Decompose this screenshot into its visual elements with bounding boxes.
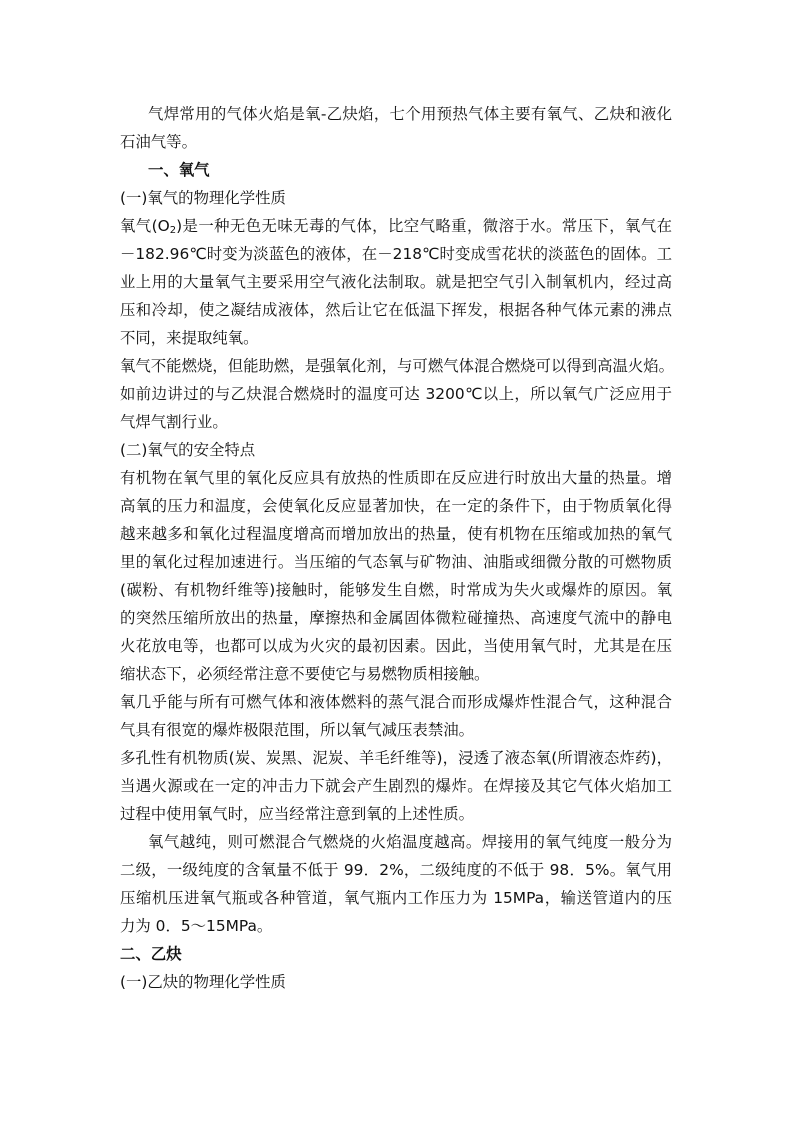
document-page [120,100,675,996]
porous-material-line-3: 过程中使用氧气时，应当经常注意到氧的上述性质。 [120,805,474,823]
oxygen-safety-line-1: 有机物在氧气里的氧化反应具有放热的性质即在反应进行时放出大量的热量。增 [120,469,672,487]
intro-line-1: 气焊常用的气体火焰是氧-乙炔焰，七个用预热气体主要有氧气、乙炔和液化 [148,105,672,123]
oxygen-combustion-line-3: 气焊气割行业。 [120,413,228,431]
oxygen-safety-line-5: (碳粉、有机物纤维等)接触时，能够发生自燃，时常成为失火或爆炸的原因。氧 [120,581,672,599]
oxygen-safety-line-6: 的突然压缩所放出的热量，摩擦热和金属固体微粒碰撞热、高速度气流中的静电 [120,609,672,627]
oxygen-properties-line-1 [120,212,672,240]
subsection-title-oxygen-properties: (一)氧气的物理化学性质 [120,189,286,207]
section-heading-oxygen: 一、氧气 [148,161,210,179]
oxygen-purity-line-4: 力为 0．5～15MPa。 [120,917,273,935]
oxygen-properties-line-3: 业上用的大量氧气主要采用空气液化法制取。就是把空气引入制氧机内，经过高 [120,273,672,291]
intro-line-2: 石油气等。 [120,133,197,151]
text-fragment: 氧气(O [120,217,170,235]
oxygen-purity-line-2: 二级，一级纯度的含氧量不低于 99．2%，二级纯度的不低于 98．5%。氧气用 [120,861,672,879]
text-fragment: )是一种无色无味无毒的气体，比空气略重，微溶于水。常压下，氧气在 [176,217,672,235]
oxygen-combustion-line-2: 如前边讲过的与乙炔混合燃烧时的温度可达 3200℃以上，所以氧气广泛应用于 [120,385,672,403]
oxygen-properties-line-2: －182.96℃时变为淡蓝色的液体，在－218℃时变成雪花状的淡蓝色的固体。工 [120,245,672,263]
oxygen-purity-line-1: 氧气越纯，则可燃混合气燃烧的火焰温度越高。焊接用的氧气纯度一般分为 [148,833,672,851]
oxygen-explosive-line-1: 氧几乎能与所有可燃气体和液体燃料的蒸气混合而形成爆炸性混合气，这种混合 [120,693,672,711]
oxygen-explosive-line-2: 气具有很宽的爆炸极限范围，所以氧气减压表禁油。 [120,721,474,739]
porous-material-line-1: 多孔性有机物质(炭、炭黑、泥炭、羊毛纤维等)，浸透了液态氧(所谓液态炸药)， [120,749,672,767]
oxygen-safety-line-4: 里的氧化过程加速进行。当压缩的气态氧与矿物油、油脂或细微分散的可燃物质 [120,553,672,571]
subscript-2: 2 [169,225,177,236]
subsection-title-oxygen-safety: (二)氧气的安全特点 [120,441,256,459]
oxygen-purity-line-3: 压缩机压进氧气瓶或各种管道，氧气瓶内工作压力为 15MPa，输送管道内的压 [120,889,672,907]
subsection-title-acetylene-properties: (一)乙炔的物理化学性质 [120,973,286,991]
oxygen-safety-line-7: 火花放电等，也都可以成为火灾的最初因素。因此，当使用氧气时，尤其是在压 [120,637,672,655]
oxygen-safety-line-3: 越来越多和氧化过程温度增高而增加放出的热量，使有机物在压缩或加热的氧气 [120,525,672,543]
oxygen-properties-line-4: 压和冷却，使之凝结成液体，然后让它在低温下挥发，根据各种气体元素的沸点 [120,301,672,319]
oxygen-safety-line-2: 高氧的压力和温度，会使氧化反应显著加快，在一定的条件下，由于物质氧化得 [120,497,672,515]
oxygen-safety-line-8: 缩状态下，必须经常注意不要使它与易燃物质相接触。 [120,665,490,683]
porous-material-line-2: 当遇火源或在一定的冲击力下就会产生剧烈的爆炸。在焊接及其它气体火焰加工 [120,777,672,795]
section-heading-acetylene: 二、乙炔 [120,945,182,963]
oxygen-properties-line-5: 不同，来提取纯氧。 [120,329,259,347]
oxygen-combustion-line-1: 氧气不能燃烧，但能助燃，是强氧化剂，与可燃气体混合燃烧可以得到高温火焰。 [120,357,675,375]
